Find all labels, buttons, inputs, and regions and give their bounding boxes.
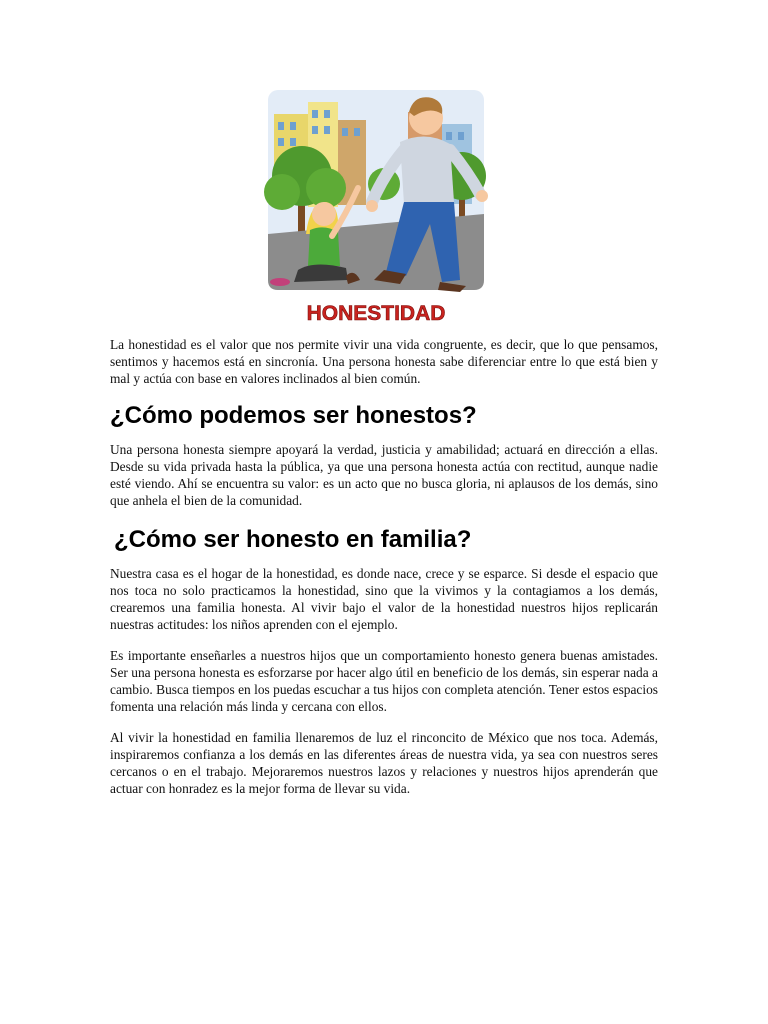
paragraph-honestidad-verdad: Una persona honesta siempre apoyará la verdad, justicia y amabilidad; actuará en dirección a ellas. Desde su vida privada hasta la pública, ya que una persona honesta actúa con rectitud, aunque nadie esté viendo. Ahí se encuentra su valor: es un acto que no busca gloria, ni aplausos de los demás, sino que anhela el bien de la comunidad. bbox=[110, 442, 658, 508]
paragraph-vivir-honestidad: Al vivir la honestidad en familia llenaremos de luz el rinconcito de México que nos toca. Además, inspiraremos confianza a los demás en las diferentes áreas de nuestra vida, ya sea con nuestros seres cercanos o en el trabajo. Mejoraremos nuestros lazos y relaciones y nuestros hijos aprenderán que actuar con honradez es la mejor forma de llevar su vida. bbox=[110, 730, 658, 796]
paragraph-ensenar-hijos: Es importante enseñarles a nuestros hijos que un comportamiento honesto genera buenas amistades. Ser una persona honesta es esforzarse por hacer algo útil en beneficio de los demás, sin esperar nada a cambio. Busca tiempos en los puedas escuchar a tus hijos con completa atención. Tener estos espacios fomenta una relación más linda y cercana con ellos. bbox=[110, 648, 658, 714]
paragraph-hogar-honestidad: Nuestra casa es el hogar de la honestidad, es donde nace, crece y se esparce. Si desde el espacio que nos toca no solo practicamos la honestidad, sino que la vivimos y la contagiamos a los demás, crearemos una familia honesta. Al vivir bajo el valor de la honestidad nuestros hijos replicarán nuestras actitudes: los niños aprenden con el ejemplo. bbox=[110, 566, 658, 632]
honestidad-illustration bbox=[254, 84, 498, 332]
intro-paragraph: La honestidad es el valor que nos permite vivir una vida congruente, es decir, que lo que pensamos, sentimos y hacemos está en sincronía. Una persona honesta sabe diferenciar entre lo que está bien y mal y actúa con base en valores inclinados al bien común. bbox=[110, 337, 658, 386]
illustration-art bbox=[254, 84, 498, 332]
illustration-caption: HONESTIDAD bbox=[306, 302, 446, 325]
heading-honesto-en-familia: ¿Cómo ser honesto en familia? bbox=[114, 526, 472, 553]
heading-como-ser-honestos: ¿Cómo podemos ser honestos? bbox=[110, 402, 477, 429]
article-body bbox=[110, 336, 658, 797]
